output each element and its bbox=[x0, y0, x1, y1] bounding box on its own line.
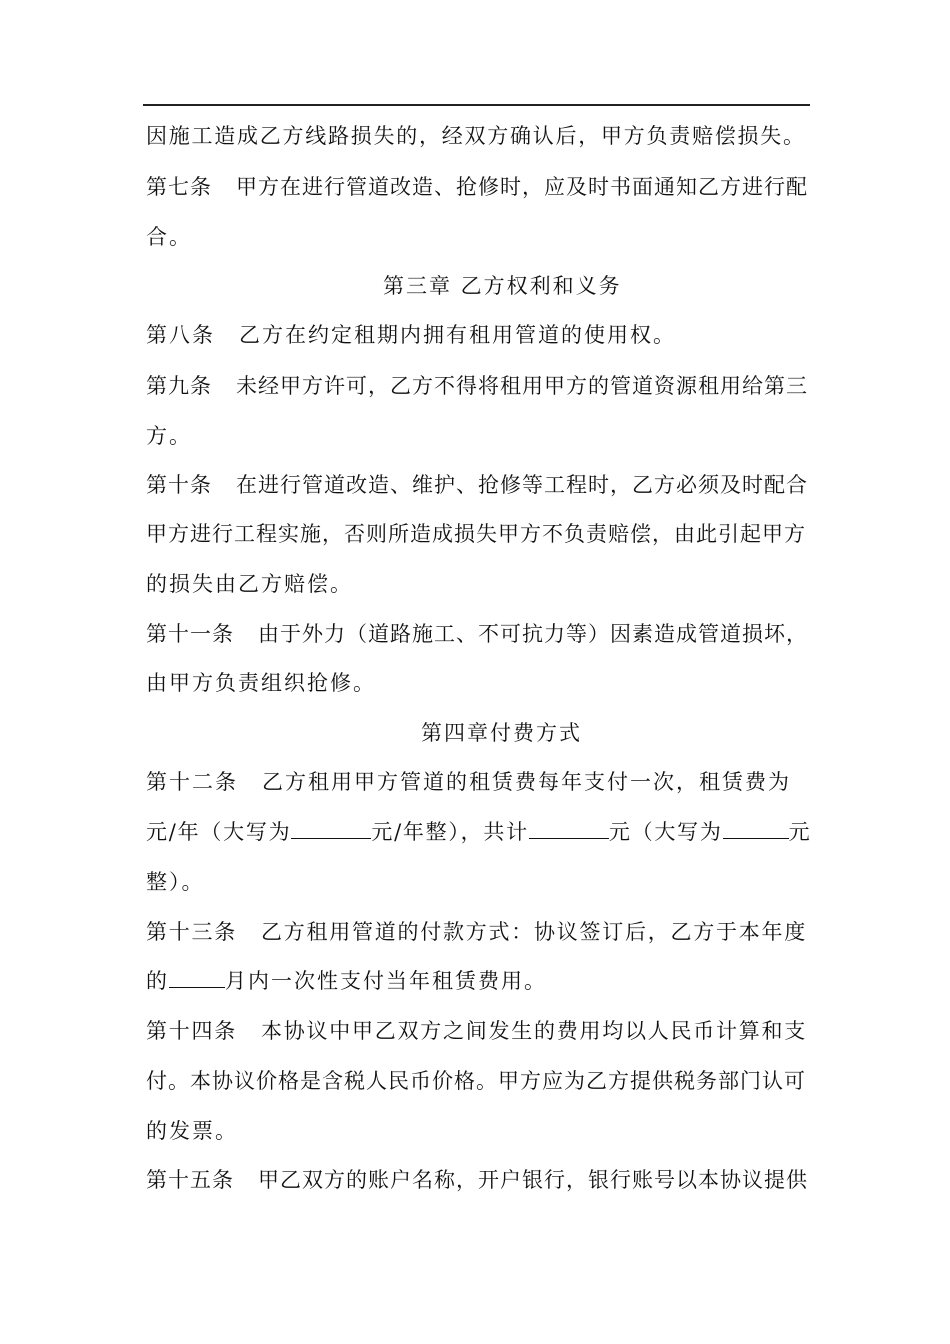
fill-in-line bbox=[146, 966, 810, 996]
text-line bbox=[146, 867, 810, 897]
text-line bbox=[146, 668, 810, 698]
text-line bbox=[146, 421, 810, 451]
article-label: 第十条 bbox=[146, 473, 212, 497]
chapter-3-heading: 第三章 乙方权利和义务 bbox=[383, 274, 622, 298]
article-label: 第十四条 bbox=[146, 1019, 237, 1043]
article-15 bbox=[146, 1165, 810, 1195]
body-text: 元/年整），共计 bbox=[371, 820, 529, 844]
article-label: 第十五条 bbox=[146, 1168, 234, 1192]
text-line bbox=[146, 569, 810, 599]
blank-field[interactable] bbox=[169, 967, 225, 988]
article-9 bbox=[146, 371, 810, 401]
body-text: 的 bbox=[146, 969, 169, 993]
body-text: 方。 bbox=[146, 424, 192, 448]
body-text: 付。本协议价格是含税人民币价格。甲方应为乙方提供税务部门认可 bbox=[146, 1069, 806, 1093]
article-text: 本协议中甲乙双方之间发生的费用均以人民币计算和支 bbox=[261, 1019, 807, 1043]
article-label: 第十三条 bbox=[146, 920, 237, 944]
text-line bbox=[146, 121, 810, 151]
text-line bbox=[146, 222, 810, 252]
article-text: 甲方在进行管道改造、抢修时，应及时书面通知乙方进行配 bbox=[236, 175, 808, 199]
body-text: 的损失由乙方赔偿。 bbox=[146, 572, 353, 596]
chapter-4-heading: 第四章付费方式 bbox=[421, 721, 582, 745]
article-text: 未经甲方许可，乙方不得将租用甲方的管道资源租用给第三 bbox=[236, 374, 808, 398]
article-text: 乙方租用管道的付款方式：协议签订后，乙方于本年度 bbox=[261, 920, 807, 944]
body-text: 合。 bbox=[146, 225, 192, 249]
article-8 bbox=[146, 320, 810, 350]
text-line bbox=[146, 519, 810, 549]
blank-field[interactable] bbox=[529, 818, 609, 839]
body-text: 因施工造成乙方线路损失的，经双方确认后，甲方负责赔偿损失。 bbox=[146, 124, 806, 148]
article-text: 乙方租用甲方管道的租赁费每年支付一次，租赁费为 bbox=[262, 770, 791, 794]
article-text: 在进行管道改造、维护、抢修等工程时，乙方必须及时配合 bbox=[236, 473, 808, 497]
body-text: 元（大写为 bbox=[608, 820, 723, 844]
text-line bbox=[146, 1066, 810, 1096]
article-label: 第八条 bbox=[146, 323, 215, 347]
article-text: 甲乙双方的账户名称，开户银行，银行账号以本协议提供 bbox=[258, 1168, 808, 1192]
article-14 bbox=[146, 1016, 810, 1046]
body-text: 元/年（大写为 bbox=[146, 820, 292, 844]
body-text: 的发票。 bbox=[146, 1119, 238, 1143]
article-10 bbox=[146, 470, 810, 500]
body-text: 整）。 bbox=[146, 870, 205, 894]
blank-field[interactable] bbox=[723, 818, 789, 839]
body-text: 月内一次性支付当年租赁费用。 bbox=[225, 969, 547, 993]
article-11 bbox=[146, 619, 810, 649]
article-label: 第七条 bbox=[146, 175, 212, 199]
article-text: 乙方在约定租期内拥有租用管道的使用权。 bbox=[239, 323, 676, 347]
article-label: 第十一条 bbox=[146, 622, 234, 646]
article-label: 第十二条 bbox=[146, 770, 238, 794]
fill-in-line bbox=[146, 817, 810, 847]
text-line bbox=[146, 1116, 810, 1146]
article-12 bbox=[146, 767, 810, 797]
article-text: 由于外力（道路施工、不可抗力等）因素造成管道损坏， bbox=[258, 622, 808, 646]
blank-field[interactable] bbox=[291, 818, 371, 839]
article-7 bbox=[146, 172, 810, 202]
body-text: 由甲方负责组织抢修。 bbox=[146, 671, 376, 695]
header-rule bbox=[143, 104, 810, 106]
body-text: 元 bbox=[788, 820, 812, 844]
article-label: 第九条 bbox=[146, 374, 212, 398]
article-13 bbox=[146, 917, 810, 947]
body-text: 甲方进行工程实施，否则所造成损失甲方不负责赔偿，由此引起甲方 bbox=[146, 522, 806, 546]
